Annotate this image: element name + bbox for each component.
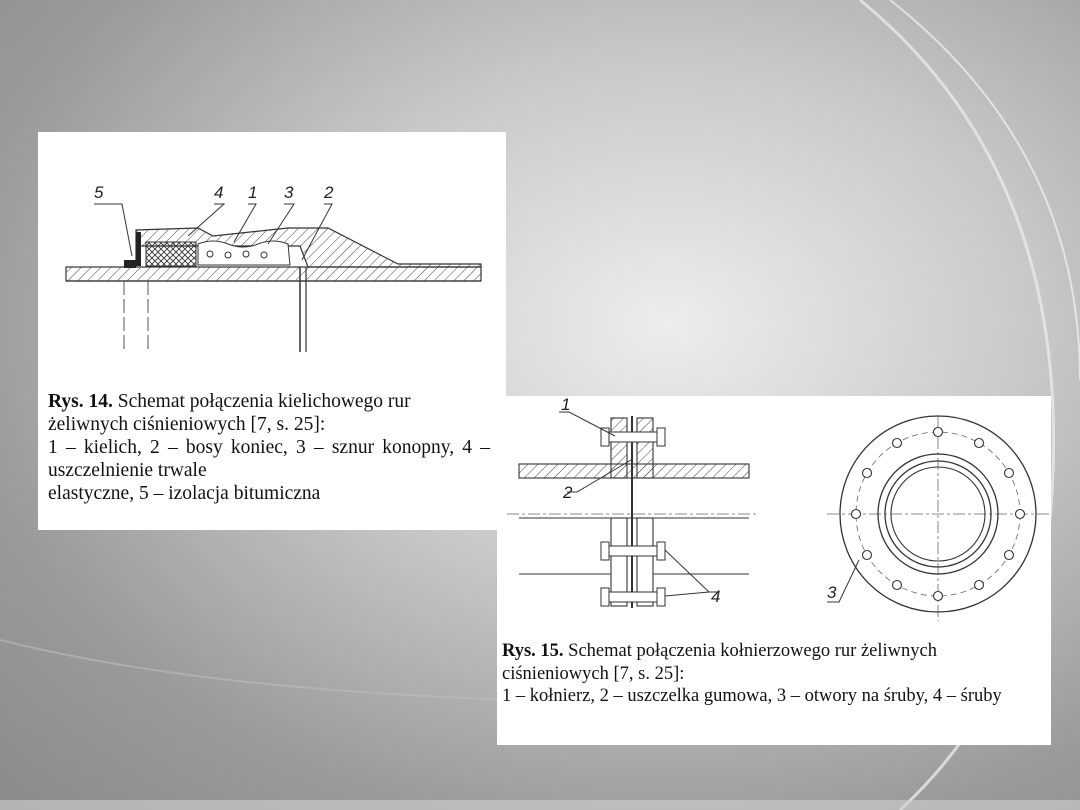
- label-5: 5: [94, 183, 104, 202]
- caption-label: Rys. 14.: [48, 391, 113, 412]
- caption-title: Schemat połączenia kielichowego rur żeliwnych ciśnieniowych [7, s. 25]:: [48, 391, 411, 435]
- label-1: 1: [561, 396, 571, 414]
- figure-15-caption: [502, 640, 1047, 708]
- label-1: 1: [248, 183, 258, 202]
- label-2: 2: [324, 183, 334, 202]
- figure-14: [38, 132, 506, 530]
- label-4: 4: [711, 587, 721, 606]
- label-2: 2: [563, 483, 573, 502]
- label-3: 3: [827, 583, 837, 602]
- label-3: 3: [284, 183, 294, 202]
- bell-joint-diagram: [38, 132, 506, 382]
- caption-legend-line-2: elastyczne, 5 – izolacja bitumiczna: [48, 483, 321, 504]
- caption-title: Schemat połączenia kołnierzowego rur żeliwnych ciśnieniowych [7, s. 25]:: [502, 641, 937, 684]
- figure-14-caption: [48, 390, 490, 505]
- flange-joint-diagram: [497, 396, 1051, 636]
- label-4: 4: [214, 183, 224, 202]
- figure-15: [497, 396, 1051, 745]
- caption-label: Rys. 15.: [502, 641, 564, 661]
- caption-legend-line-1: 1 – kielich, 2 – bosy koniec, 3 – sznur konopny, 4 – uszczelnienie trwale: [48, 437, 490, 481]
- caption-legend: 1 – kołnierz, 2 – uszczelka gumowa, 3 – otwory na śruby, 4 – śruby: [502, 686, 1002, 706]
